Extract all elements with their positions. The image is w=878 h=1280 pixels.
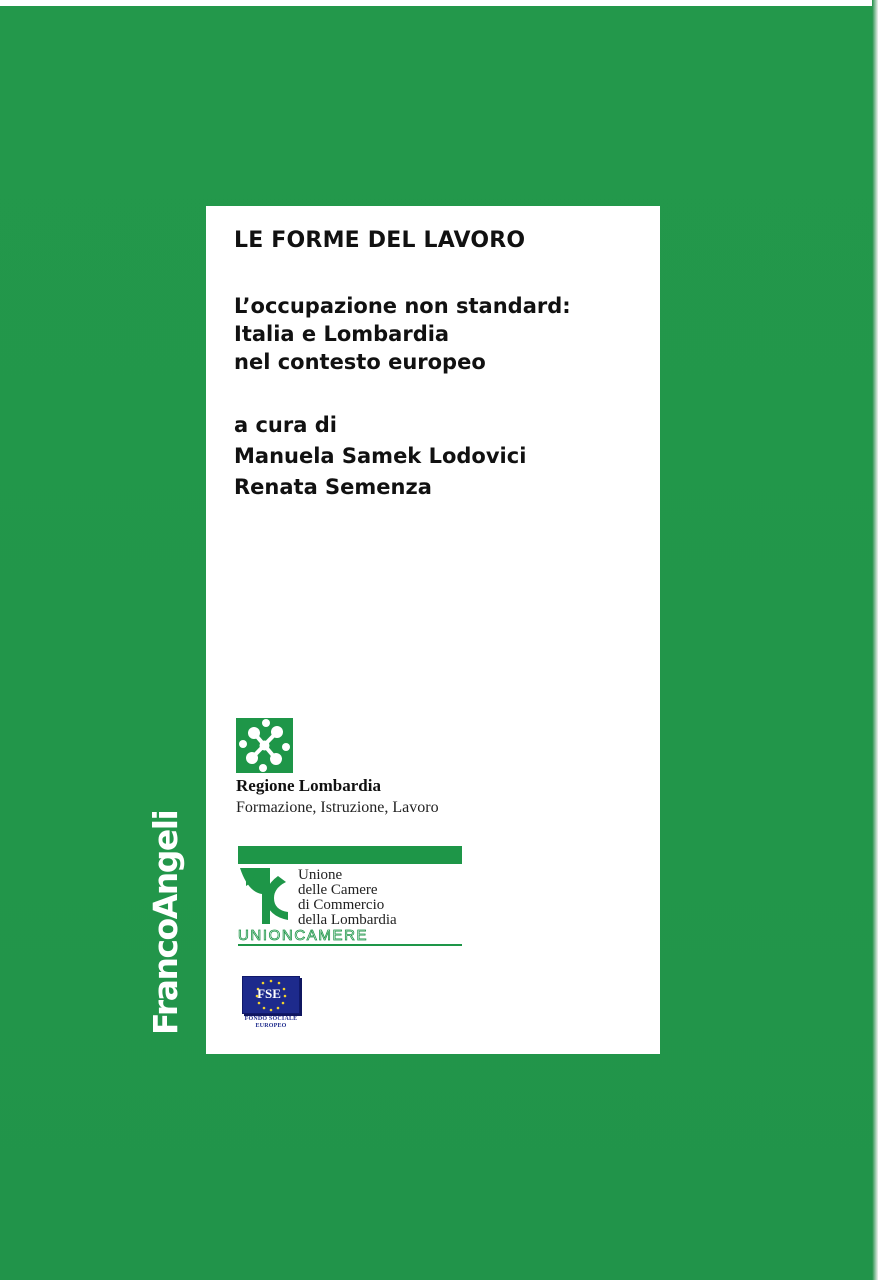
fse-abbreviation: FSE bbox=[257, 986, 281, 1001]
series-title: LE FORME DEL LAVORO bbox=[234, 228, 526, 253]
fse-caption-line: EUROPEO bbox=[255, 1023, 287, 1029]
regione-name: Regione Lombardia bbox=[236, 776, 381, 795]
scan-edge-top bbox=[0, 0, 878, 6]
fse-logo bbox=[238, 976, 302, 1036]
unioncamere-wordmark: UNIONCAMERE bbox=[238, 928, 462, 946]
editors-intro: a cura di bbox=[234, 413, 337, 437]
regione-subtitle: Formazione, Istruzione, Lavoro bbox=[236, 799, 439, 816]
unioncamere-mark-icon bbox=[238, 866, 293, 926]
book-title-line: nel contesto europeo bbox=[234, 350, 486, 374]
fse-caption bbox=[238, 1016, 304, 1030]
unioncamere-line: Unione bbox=[298, 867, 343, 883]
unioncamere-line: della Lombardia bbox=[298, 912, 397, 928]
book-title-line: Italia e Lombardia bbox=[234, 322, 450, 346]
regione-lombardia-rosa-camuna-icon bbox=[236, 718, 293, 773]
editors-block bbox=[234, 410, 654, 503]
editor-name: Renata Semenza bbox=[234, 475, 432, 499]
publisher-logo: FrancoAngeli bbox=[146, 810, 185, 1035]
unioncamere-bar bbox=[238, 846, 462, 864]
title-panel bbox=[206, 206, 660, 1054]
unioncamere-text bbox=[298, 868, 397, 928]
book-title-line: L’occupazione non standard: bbox=[234, 294, 571, 318]
fse-caption-line: FONDO SOCIALE bbox=[244, 1016, 298, 1022]
editor-name: Manuela Samek Lodovici bbox=[234, 444, 527, 468]
book-title bbox=[234, 292, 654, 376]
unioncamere-line: delle Camere bbox=[298, 882, 378, 898]
scan-edge-right bbox=[872, 0, 878, 1280]
unioncamere-line: di Commercio bbox=[298, 897, 385, 913]
